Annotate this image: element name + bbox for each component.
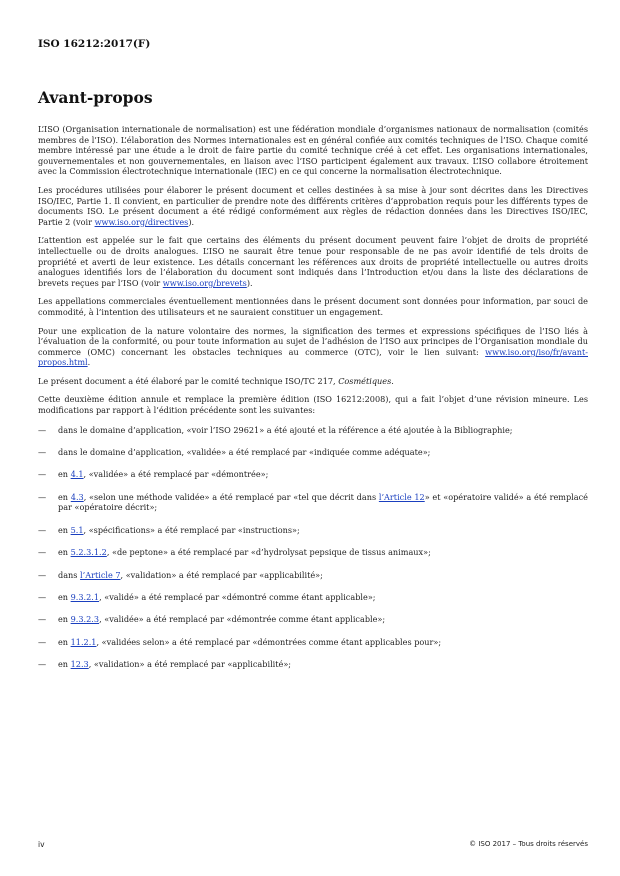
clause-link[interactable]: l’Article 12 xyxy=(378,491,425,502)
list-text: , «spécifications» a été remplacé par «instructions»; xyxy=(83,524,300,535)
list-text: en xyxy=(58,469,71,480)
copyright-notice: © ISO 2017 – Tous droits réservés xyxy=(469,840,588,848)
clause-link[interactable]: 9.3.2.1 xyxy=(70,591,100,602)
paragraph-text: Pour une explication de la nature volontaire des normes, la signification des termes et expressions spécifiques de l’ISO liés à l’évaluation de la conformité, ou pour toute information au sujet de l’adhésion de l’ISO aux principes de l’Organisation mondiale du commerce (OMC) concernant les obstacles techniques au commerce (OTC), voir le lien suivant: xyxy=(38,325,588,357)
paragraph-text: . xyxy=(391,375,394,386)
clause-link[interactable]: l’Article 7 xyxy=(80,569,121,580)
list-dash: — xyxy=(38,424,47,435)
list-dash: — xyxy=(38,614,47,625)
list-text: , «de peptone» a été remplacé par «d’hydrolysat pepsique de tissus animaux»; xyxy=(106,547,431,558)
list-text: en xyxy=(58,636,71,647)
paragraph-text: Le présent document a été élaboré par le comité technique ISO/TC 217, xyxy=(38,375,339,386)
list-text: en xyxy=(58,547,71,558)
paragraph-procedures xyxy=(38,185,588,227)
list-text: » et «opératoire validé» a été remplacé par «opératoire décrit»; xyxy=(58,491,588,513)
paragraph-text: ). xyxy=(246,277,253,288)
list-dash: — xyxy=(38,447,47,458)
list-dash: — xyxy=(38,547,47,558)
patents-link[interactable]: www.iso.org/brevets xyxy=(162,277,247,288)
list-dash: — xyxy=(38,524,47,535)
list-text: , «validation» a été remplacé par «applicabilité»; xyxy=(88,659,292,670)
foreword-link[interactable]: www.iso.org/iso/fr/avant-propos.html xyxy=(38,346,588,368)
list-item xyxy=(38,547,588,558)
clause-link[interactable]: 4.1 xyxy=(70,469,84,480)
clause-link[interactable]: 11.2.1 xyxy=(70,636,97,647)
list-text: en xyxy=(58,591,71,602)
page-number: iv xyxy=(38,840,45,849)
paragraph-edition: Cette deuxième édition annule et remplace la première édition (ISO 16212:2008), qui a fait l’objet d’une révision mineure. Les modifications par rapport à l’édition précédente sont les suivantes: xyxy=(38,394,588,416)
list-text: , «validé» a été remplacé par «démontré comme étant applicable»; xyxy=(99,591,376,602)
document-id: ISO 16212:2017(F) xyxy=(38,38,151,50)
list-text: en xyxy=(58,524,71,535)
list-dash: — xyxy=(38,636,47,647)
list-dash: — xyxy=(38,569,47,580)
list-text: , «validée» a été remplacé par «démontrée comme étant applicable»; xyxy=(99,614,386,625)
paragraph-text: L’attention est appelée sur le fait que certains des éléments du présent document peuvent faire l’objet de droits de propriété intellectuelle ou de droits analogues. L’ISO ne saurait être tenue pour responsable de ne pas avoir identifié de tels droits de propriété et averti de leur existence. Les détails concernant les références aux droits de propriété intellectuelle ou autres droits analogues identifiés lors de l’élaboration du document sont indiqués dans l’Introduction et/ou dans la liste des déclarations de brevets reçues par l’ISO (voir xyxy=(38,235,588,288)
paragraph-trade-names: Les appellations commerciales éventuellement mentionnées dans le présent document sont données pour information, par souci de commodité, à l’intention des utilisateurs et ne sauraient constituer un engagement. xyxy=(38,296,588,317)
paragraph-iso-intro: L’ISO (Organisation internationale de normalisation) est une fédération mondiale d’organismes nationaux de normalisation (comités membres de l’ISO). L’élaboration des Normes internationales est en général confiée aux comités techniques de l’ISO. Chaque comité membre intéressé par une étude a le droit de faire partie du comité technique créé à cet effet. Les organisations internationales, gouvernementales et non gouvernementales, en liaison avec l’ISO participent également aux travaux. L’ISO collabore étroitement avec la Commission électrotechnique internationale (IEC) en ce qui concerne la normalisation électrotechnique. xyxy=(38,124,588,177)
list-text: en xyxy=(58,491,71,502)
page-title: Avant-propos xyxy=(38,88,153,107)
list-text: , «selon une méthode validée» a été remplacé par «tel que décrit dans xyxy=(83,491,379,502)
list-item xyxy=(38,659,588,670)
list-item xyxy=(38,570,588,581)
list-item xyxy=(38,425,588,436)
clause-link[interactable]: 12.3 xyxy=(70,659,89,670)
list-item xyxy=(38,525,588,536)
paragraph-committee xyxy=(38,376,588,387)
list-dash: — xyxy=(38,659,47,670)
list-dash: — xyxy=(38,491,47,502)
list-item xyxy=(38,469,588,480)
list-dash: — xyxy=(38,591,47,602)
changes-list xyxy=(38,425,588,670)
paragraph-voluntary xyxy=(38,326,588,368)
paragraph-patents xyxy=(38,235,588,288)
list-item xyxy=(38,592,588,603)
list-item xyxy=(38,637,588,648)
list-item xyxy=(38,614,588,625)
list-text: en xyxy=(58,614,71,625)
document-body xyxy=(38,124,588,682)
clause-link[interactable]: 5.1 xyxy=(70,524,84,535)
list-dash: — xyxy=(38,469,47,480)
paragraph-text: Les procédures utilisées pour élaborer le présent document et celles destinées à sa mise à jour sont décrites dans les Directives ISO/IEC, Partie 1. Il convient, en particulier de prendre note des différents critères d’approbation requis pour les différents types de documents ISO. Le présent document a été rédigé conformément aux règles de rédaction données dans les Directives ISO/IEC, Partie 2 (voir xyxy=(38,184,588,227)
paragraph-text: . xyxy=(87,357,91,368)
list-text: dans le domaine d’application, «validée» a été remplacé par «indiquée comme adéquate»; xyxy=(58,447,431,458)
list-text: en xyxy=(58,659,71,670)
directives-link[interactable]: www.iso.org/directives xyxy=(94,216,189,227)
clause-link[interactable]: 9.3.2.3 xyxy=(70,614,100,625)
clause-link[interactable]: 5.2.3.1.2 xyxy=(70,547,107,558)
committee-name: Cosmétiques xyxy=(338,375,392,386)
list-item xyxy=(38,447,588,458)
list-text: , «validées selon» a été remplacé par «démontrées comme étant applicables pour»; xyxy=(96,636,442,647)
paragraph-text: ). xyxy=(188,216,195,227)
list-item xyxy=(38,492,588,513)
list-text: , «validée» a été remplacé par «démontrée»; xyxy=(83,469,269,480)
list-text: , «validation» a été remplacé par «applicabilité»; xyxy=(120,569,323,580)
list-text: dans le domaine d’application, «voir l’ISO 29621» a été ajouté et la référence a été ajoutée à la Bibliographie; xyxy=(58,424,513,435)
clause-link[interactable]: 4.3 xyxy=(70,491,84,502)
list-text: dans xyxy=(58,569,81,580)
